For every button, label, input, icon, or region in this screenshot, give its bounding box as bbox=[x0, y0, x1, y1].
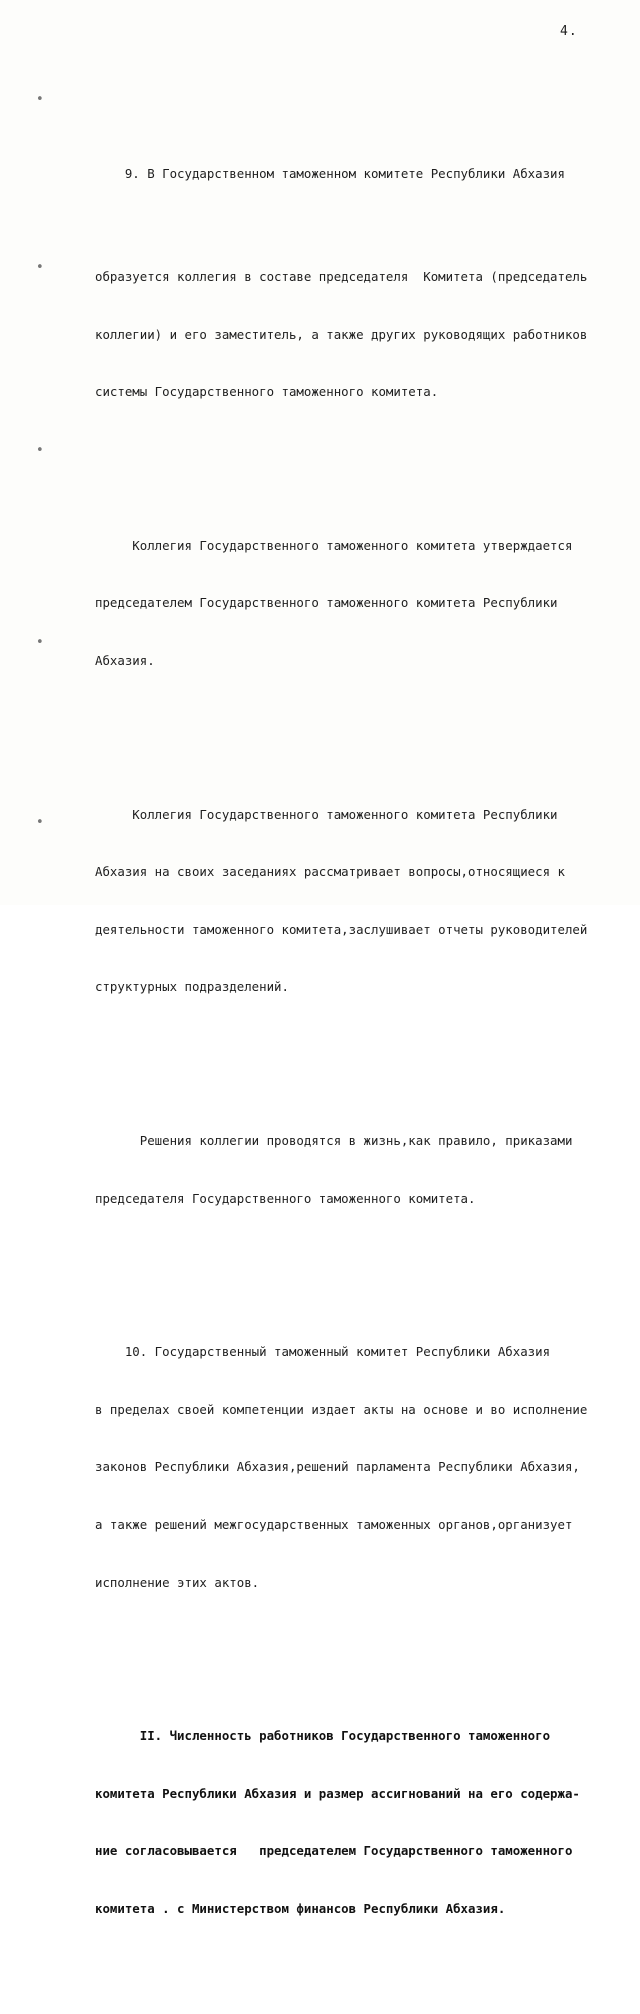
paragraph-collegium-meetings bbox=[95, 766, 615, 1035]
text-line: системы Государственного таможенного комитета. bbox=[95, 384, 439, 400]
text-line: а также решений межгосударственных таможенных органов,организует bbox=[95, 1516, 573, 1532]
punch-hole-mark: • bbox=[36, 260, 44, 275]
paragraph-9 bbox=[95, 126, 615, 440]
text-line: коллегии) и его заместитель, а также других руководящих работников bbox=[95, 326, 588, 342]
text-line: в пределах своей компетенции издает акты на основе и во исполнение bbox=[95, 1401, 588, 1417]
paragraph-10 bbox=[95, 1304, 615, 1630]
punch-hole-mark: • bbox=[36, 92, 44, 107]
text-line: Коллегия Государственного таможенного комитета Республики bbox=[95, 806, 558, 822]
paragraph-collegium-approval bbox=[95, 497, 615, 708]
paragraph-collegium-decisions bbox=[95, 1093, 615, 1247]
text-line: Решения коллегии проводятся в жизнь,как правило, приказами bbox=[95, 1133, 573, 1148]
text-line: Абхазия. bbox=[95, 653, 155, 668]
text-line: председателя Государственного таможенного комитета. bbox=[95, 1190, 476, 1206]
punch-hole-mark: • bbox=[36, 443, 44, 458]
punch-hole-mark: • bbox=[36, 815, 44, 830]
text-line: Абхазия на своих заседаниях рассматривает вопросы,относящиеся к bbox=[95, 864, 565, 880]
text-line: комитета Республики Абхазия и размер ассигнований на его содержа- bbox=[95, 1785, 580, 1801]
text-line: деятельности таможенного комитета,заслушивает отчеты руководителей bbox=[95, 921, 588, 937]
text-line: образуется коллегия в составе председателя Комитета (председатель bbox=[95, 269, 588, 285]
punch-hole-mark: • bbox=[36, 635, 44, 650]
text-line: комитета . с Министерством финансов Республики Абхазия. bbox=[95, 1900, 506, 1916]
text-line: ние согласовывается председателем Государственного таможенного bbox=[95, 1843, 573, 1859]
text-line: 9. В Государственном таможенном комитете Республики Абхазия bbox=[95, 166, 565, 182]
text-line: председателем Государственного таможенного комитета Республики bbox=[95, 595, 558, 611]
page-number: 4. bbox=[560, 24, 578, 39]
text-line: исполнение этих актов. bbox=[95, 1574, 260, 1590]
text-line: Коллегия Государственного таможенного комитета утверждается bbox=[95, 537, 573, 553]
text-line: II. Численность работников Государственного таможенного bbox=[95, 1728, 551, 1744]
text-line: структурных подразделений. bbox=[95, 979, 289, 995]
paragraph-11 bbox=[95, 1688, 615, 1957]
text-line: законов Республики Абхазия,решений парламента Республики Абхазия, bbox=[95, 1459, 580, 1475]
text-line: 10. Государственный таможенный комитет Республики Абхазия bbox=[95, 1344, 551, 1360]
document-body bbox=[95, 68, 615, 2014]
